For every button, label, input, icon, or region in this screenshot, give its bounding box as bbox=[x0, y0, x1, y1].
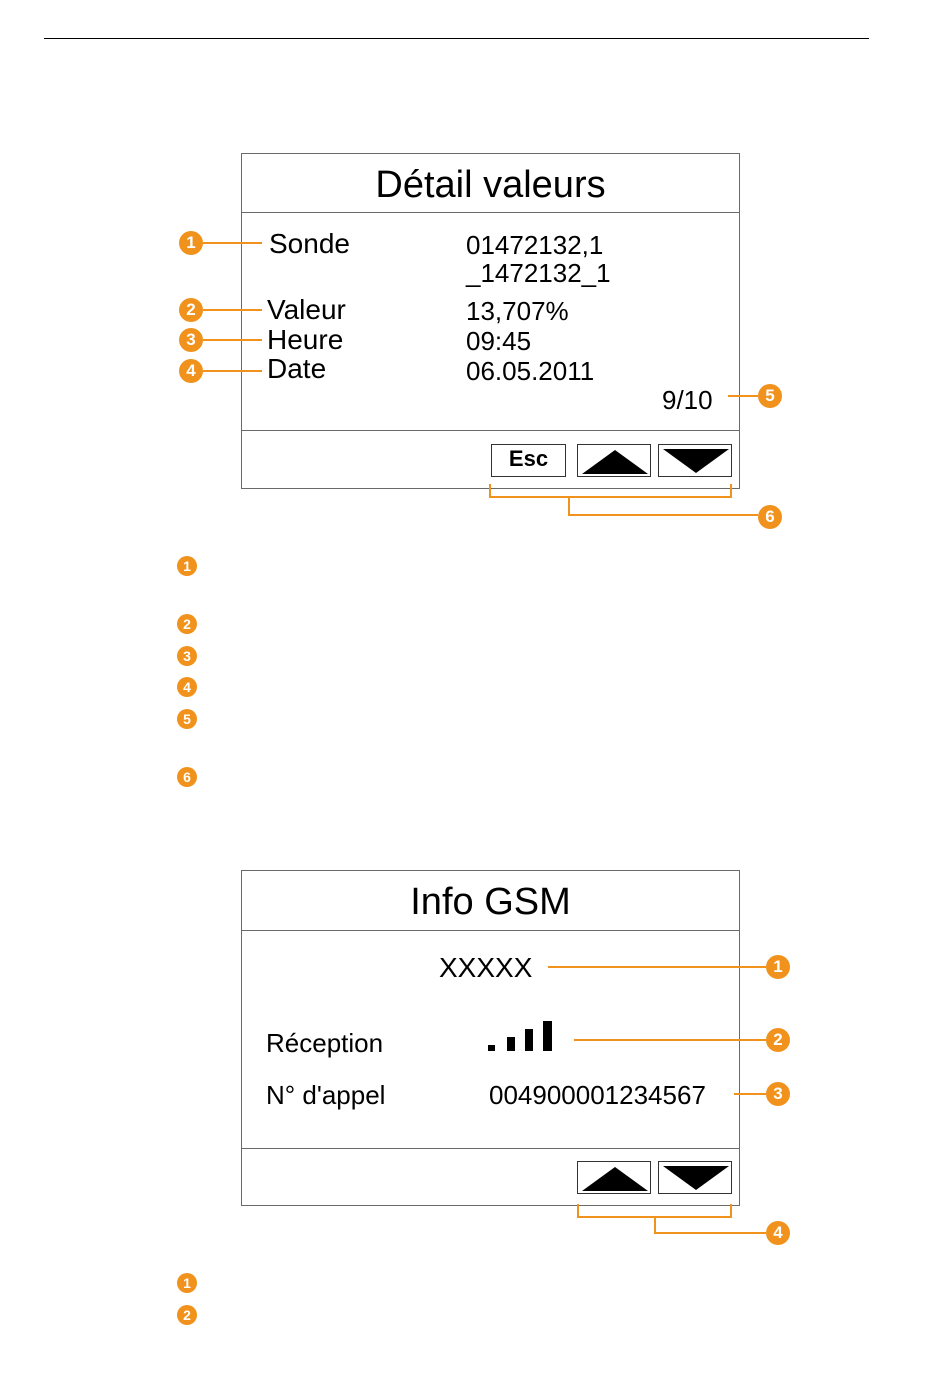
triangle-up-icon bbox=[578, 1162, 652, 1195]
signal-strength-icon bbox=[488, 1017, 568, 1055]
footer-divider bbox=[242, 430, 739, 431]
triangle-down-icon bbox=[659, 445, 733, 478]
callout-6: 6 bbox=[758, 505, 782, 529]
probe-value: 01472132,1 bbox=[466, 230, 604, 260]
triangle-up-icon bbox=[578, 445, 652, 478]
callout-3: 3 bbox=[179, 328, 203, 352]
probe-label: Sonde bbox=[269, 228, 350, 259]
legend-marker-5: 5 bbox=[177, 709, 197, 729]
legend-marker-1: 1 bbox=[177, 1273, 197, 1293]
date-value: 06.05.2011 bbox=[466, 356, 595, 386]
legend-marker-2: 2 bbox=[177, 614, 197, 634]
callout-5: 5 bbox=[758, 384, 782, 408]
time-label: Heure bbox=[267, 324, 344, 355]
title-divider bbox=[242, 930, 739, 931]
footer-divider bbox=[242, 1148, 739, 1149]
value-label: Valeur bbox=[267, 294, 346, 325]
callout-2: 2 bbox=[766, 1028, 790, 1052]
esc-button[interactable]: Esc bbox=[491, 444, 566, 477]
down-button[interactable] bbox=[658, 444, 732, 477]
legend-marker-1: 1 bbox=[177, 556, 197, 576]
callout-1: 1 bbox=[766, 955, 790, 979]
screen-title: Info GSM bbox=[410, 881, 571, 923]
callout-4: 4 bbox=[766, 1221, 790, 1245]
top-rule bbox=[44, 38, 869, 39]
down-button[interactable] bbox=[658, 1161, 732, 1194]
up-button[interactable] bbox=[577, 1161, 651, 1194]
probe-value-2: _1472132_1 bbox=[466, 258, 611, 288]
legend-marker-3: 3 bbox=[177, 646, 197, 666]
callout-4: 4 bbox=[179, 359, 203, 383]
reception-label: Réception bbox=[266, 1028, 384, 1058]
callout-3: 3 bbox=[766, 1082, 790, 1106]
title-divider bbox=[242, 212, 739, 213]
legend-marker-6: 6 bbox=[177, 767, 197, 787]
legend-marker-2: 2 bbox=[177, 1305, 197, 1325]
value-value: 13,707% bbox=[466, 296, 569, 326]
callout-1: 1 bbox=[179, 231, 203, 255]
screen-title: Détail valeurs bbox=[375, 164, 606, 206]
phone-label: N° d'appel bbox=[266, 1080, 386, 1110]
time-value: 09:45 bbox=[466, 326, 532, 356]
detail-values-screen bbox=[241, 153, 740, 489]
callout-2: 2 bbox=[179, 298, 203, 322]
phone-number: 004900001234567 bbox=[489, 1080, 706, 1110]
up-button[interactable] bbox=[577, 444, 651, 477]
date-label: Date bbox=[267, 353, 327, 384]
triangle-down-icon bbox=[659, 1162, 733, 1195]
legend-marker-4: 4 bbox=[177, 677, 197, 697]
operator-name: XXXXX bbox=[439, 952, 533, 983]
gsm-info-screen bbox=[241, 870, 740, 1206]
page-counter: 9/10 bbox=[662, 385, 713, 415]
